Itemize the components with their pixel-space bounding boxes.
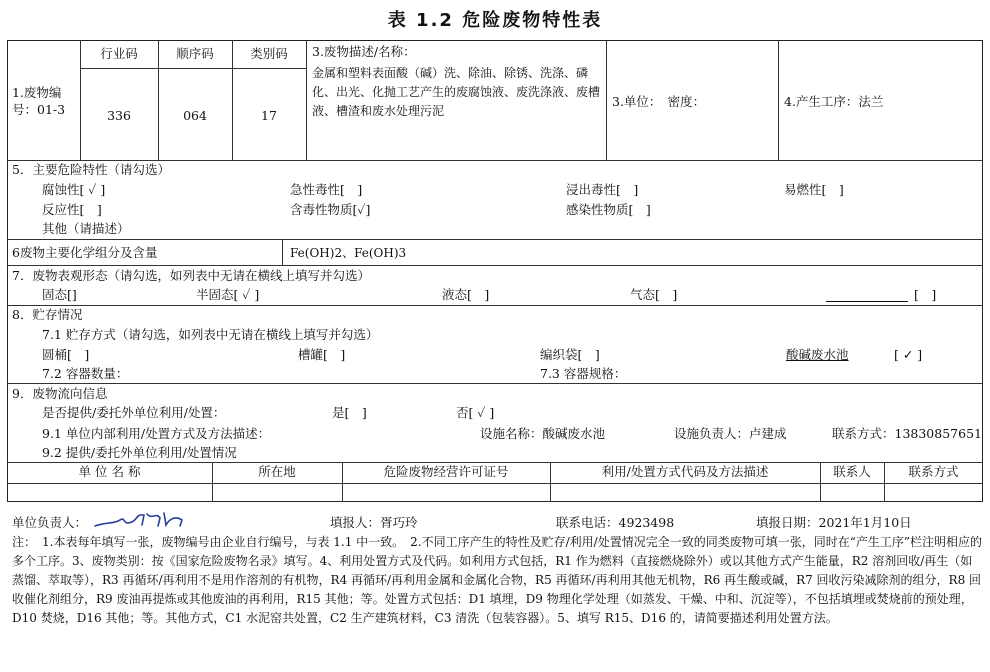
- col-location: 所在地: [258, 464, 296, 479]
- infectious-substance-check: 感染性物质[ ]: [566, 202, 651, 217]
- col-license-number: 危险废物经营许可证号: [383, 464, 509, 479]
- waste-code-label: 1.废物编号：01-3: [12, 85, 66, 117]
- s6-vline: [282, 239, 283, 265]
- header-industry-code: 行业码: [100, 46, 138, 61]
- facility-name: 设施名称：酸碱废水池: [480, 426, 606, 441]
- s5-heading: 5．主要危险特性（请勾选）: [12, 162, 170, 177]
- container-quantity-label: 7.2 容器数量：: [42, 366, 129, 381]
- page-title: 表 1.2 危险废物特性表: [387, 10, 603, 31]
- corrosive-check: 腐蚀性[ ✓ ]: [42, 182, 106, 197]
- s6-label: 6废物主要化学组分及含量: [12, 245, 158, 260]
- s9-cols-top-line: [7, 462, 983, 463]
- leaching-toxicity-check: 浸出毒性[ ]: [566, 182, 639, 197]
- row1-vline: [606, 40, 607, 160]
- reactive-check: 反应性[ ]: [42, 202, 102, 217]
- other-describe-label: 其他（请描述）: [42, 221, 130, 236]
- tank-check: 槽罐[ ]: [298, 347, 346, 362]
- footnotes: 注： 1.本表每年填写一张，废物编号由企业自行编号，与表 1.1 中一致。 2.不同工序产生的特性及贮存/利用/处置情况完全一致的同类废物可填一张，同时在“产生工序”栏注明相应的多个工序。3、废物类别：按《国家危险废物名录》填写。4、利用处置方式及代码。如利用方式包括，R1 作为燃料（直接燃烧除外）或以其他方式产生能量，R2 溶剂回收/再生（如蒸馏、萃取等），R3 再循环/再利用不是用作溶剂的有机物，R4 再循环/再利用金属和金属化合物，R5 再循环/再利用其他无机物，R6 再生酸或碱，R7 回收污染减除剂的组分，R8 回收催化剂组分，R9 废油再提炼或其他废油的再利用，R15 其他；等。处置方式包括：D1 填埋，D9 物理化学处理（如蒸发、干燥、中和、沉淀等），不包括填埋或焚烧前的预处理，D10 焚烧，D16 其他；等。其他方式，C1 水泥窑共处置，C2 生产建筑材料，C3 清洗（包装容器）。5、填写 R15、D16 的，请简要描述利用处置方法。: [12, 535, 982, 625]
- handwritten-signature: [92, 508, 192, 532]
- other-form-check: [ ]: [914, 287, 937, 302]
- solid-check: 固态[]: [42, 287, 77, 302]
- row1-bottom-line: [7, 160, 983, 161]
- acute-toxicity-check: 急性毒性[ ]: [290, 182, 363, 197]
- col-unit-name: 单 位 名 称: [78, 464, 141, 479]
- s9-cols-bottom-line: [7, 483, 983, 484]
- s8-sub-heading: 7.1 贮存方式（请勾选，如列表中无请在横线上填写并勾选）: [42, 327, 379, 342]
- liquid-check: 液态[ ]: [442, 287, 490, 302]
- row1-vline: [306, 40, 307, 160]
- flammable-check: 易燃性[ ]: [784, 182, 844, 197]
- header-sequence-code: 顺序码: [176, 46, 214, 61]
- s8-heading: 8．贮存情况: [12, 307, 83, 322]
- woven-bag-check: 编织袋[ ]: [540, 347, 600, 362]
- external-provision-question: 是否提供/委托外单位利用/处置：: [42, 405, 226, 420]
- s91-label: 9.1 单位内部利用/处置方式及方法描述：: [42, 426, 271, 441]
- s7-heading: 7．废物表观形态（请勾选，如列表中无请在横线上填写并勾选）: [12, 268, 370, 283]
- s5-bottom-line: [7, 239, 983, 240]
- toxic-substance-check: 含毒性物质[✓]: [290, 202, 371, 217]
- storage-other-check: [ ✓ ]: [894, 347, 923, 362]
- gas-check: 气态[ ]: [630, 287, 678, 302]
- s9-heading: 9．废物流向信息: [12, 386, 108, 401]
- sequence-code-value: 064: [183, 108, 207, 123]
- container-spec-label: 7.3 容器规格：: [540, 366, 627, 381]
- header-category-code: 类别码: [250, 46, 288, 61]
- category-code-value: 17: [261, 108, 277, 123]
- storage-other-written: 酸碱废水池: [786, 347, 849, 362]
- unit-density-label: 3.单位： 密度：: [612, 94, 706, 109]
- s8-bottom-line: [7, 383, 983, 384]
- production-process-label: 4.产生工序：法兰: [784, 94, 884, 109]
- waste-description-text: 金属和塑料表面酸（碱）洗、除油、除锈、洗涤、磷化、出光、化抛工艺产生的废腐蚀液、废洗涤液、废槽液、槽渣和废水处理污泥: [312, 66, 601, 118]
- s6-bottom-line: [7, 265, 983, 266]
- col-contact-method: 联系方式: [908, 464, 959, 479]
- provision-yes-check: 是[ ]: [332, 405, 367, 420]
- s7-bottom-line: [7, 305, 983, 306]
- s92-label: 9.2 提供/委托外单位利用/处置情况: [42, 445, 237, 460]
- col-contact-person: 联系人: [833, 464, 871, 479]
- other-form-blank-line: [826, 301, 908, 302]
- filler-name: 填报人：胥巧玲: [330, 515, 418, 530]
- row1-vline: [778, 40, 779, 160]
- s6-value: Fe(OH)2、Fe(OH)3: [290, 246, 407, 260]
- fill-date: 填报日期：2021年1月10日: [756, 515, 912, 530]
- semi-solid-check: 半固态[ ✓ ]: [196, 287, 260, 302]
- provision-no-check: 否[ ✓ ]: [456, 405, 495, 420]
- drum-check: 圆桶[ ]: [42, 347, 90, 362]
- industry-code-value: 336: [107, 108, 131, 123]
- row1-header-line: [80, 68, 306, 69]
- facility-contact: 联系方式：13830857651: [832, 426, 982, 441]
- waste-description-label: 3.废物描述/名称：: [312, 44, 416, 59]
- unit-responsible-label: 单位负责人：: [12, 515, 88, 530]
- col-disposal-method: 利用/处置方式代码及方法描述: [601, 464, 769, 479]
- contact-phone: 联系电话：4923498: [556, 515, 675, 530]
- facility-manager: 设施负责人：卢建成: [674, 426, 787, 441]
